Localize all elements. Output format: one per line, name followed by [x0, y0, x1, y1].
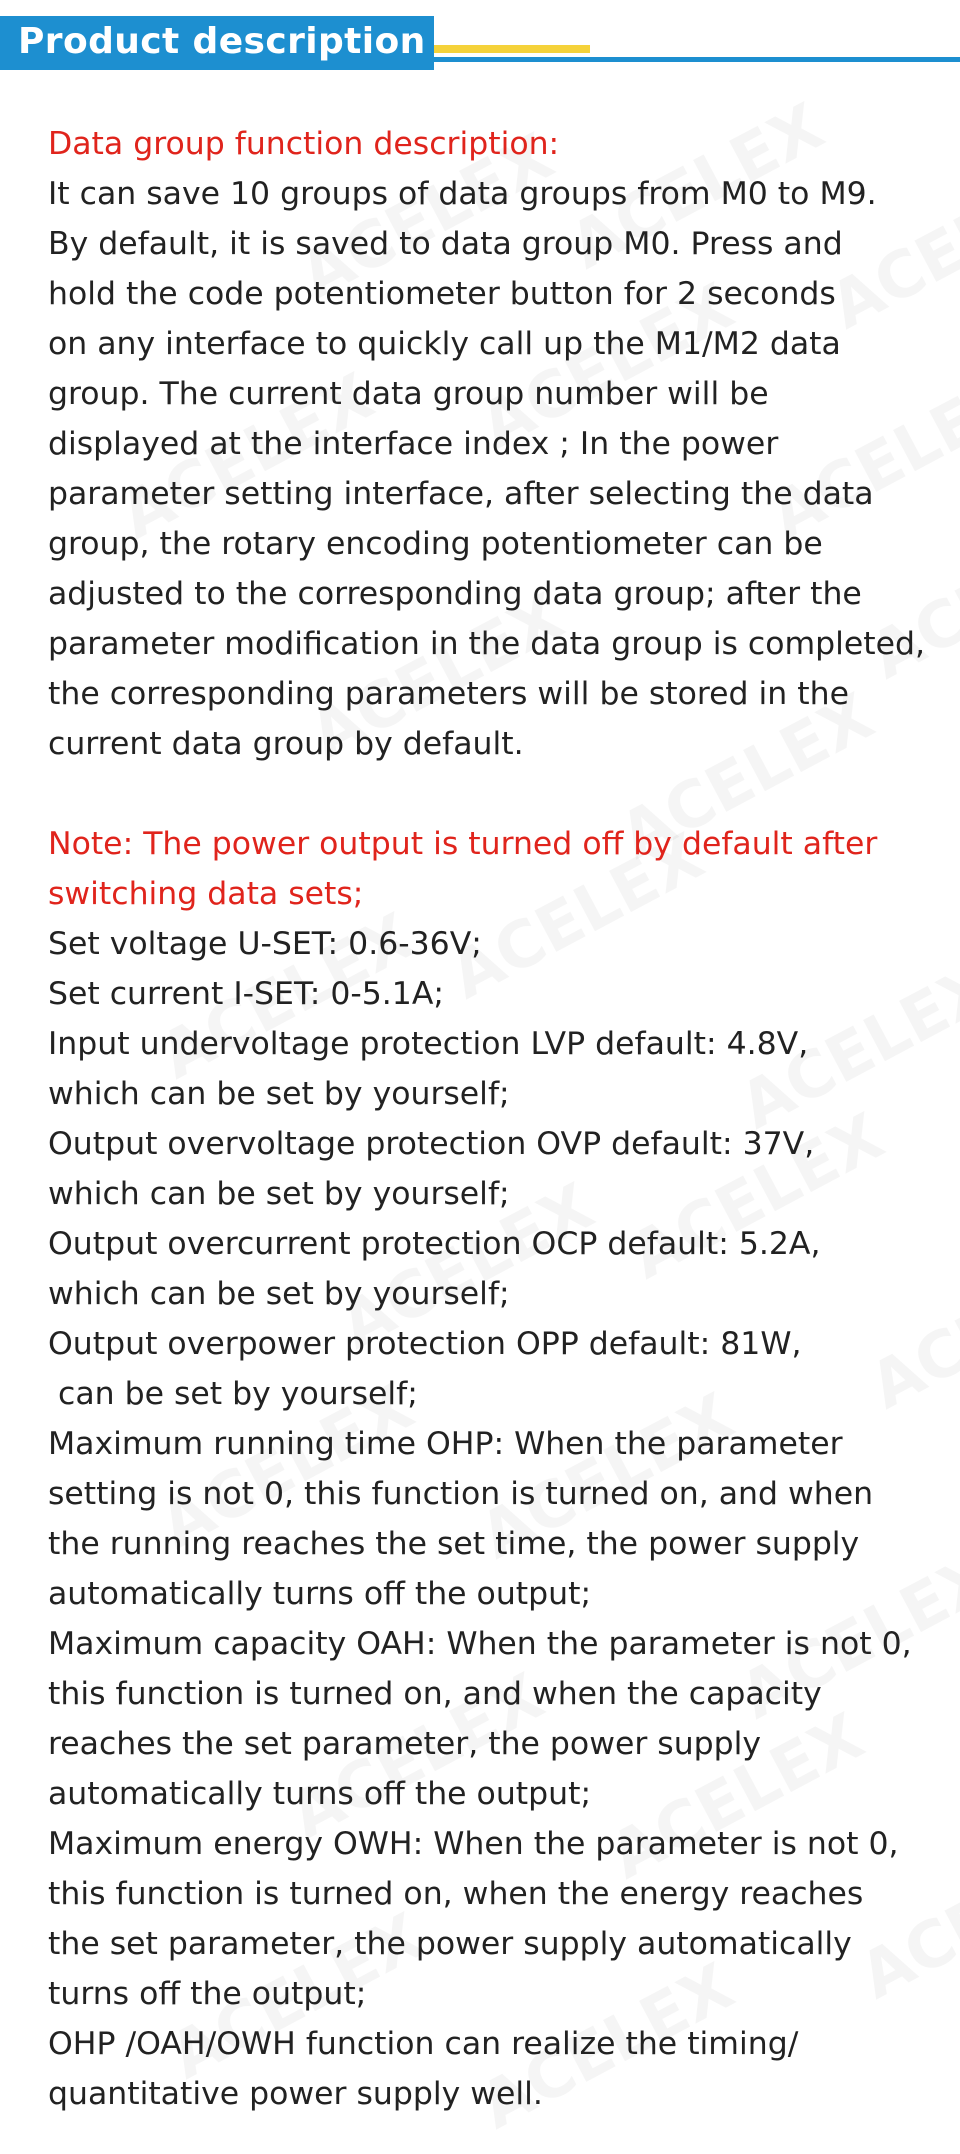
text-line: displayed at the interface index ; In the power: [48, 426, 779, 462]
note-text: [48, 819, 958, 919]
text-line: Output overpower protection OPP default: 81W,: [48, 1326, 802, 1362]
text-line: Input undervoltage protection LVP default: 4.8V,: [48, 1026, 809, 1062]
note-line: switching data sets;: [48, 876, 364, 912]
text-line: Maximum energy OWH: When the parameter is not 0,: [48, 1826, 899, 1862]
text-line: on any interface to quickly call up the M1/M2 data: [48, 326, 841, 362]
text-line: which can be set by yourself;: [48, 1076, 510, 1112]
text-line: the corresponding parameters will be stored in the: [48, 676, 849, 712]
section1-heading: Data group function description:: [48, 126, 560, 162]
text-line: adjusted to the corresponding data group; after the: [48, 576, 862, 612]
paragraph-gap: [48, 769, 958, 819]
text-line: turns off the output;: [48, 1976, 367, 2012]
text-line: this function is turned on, when the energy reaches: [48, 1876, 864, 1912]
text-line: Set current I-SET: 0-5.1A;: [48, 976, 445, 1012]
text-line: Maximum running time OHP: When the parameter: [48, 1426, 843, 1462]
section-header: [0, 0, 960, 80]
text-line: this function is turned on, and when the capacity: [48, 1676, 822, 1712]
text-line: By default, it is saved to data group M0. Press and: [48, 226, 843, 262]
text-line: can be set by yourself;: [48, 1376, 418, 1412]
text-line: Output overcurrent protection OCP default: 5.2A,: [48, 1226, 821, 1262]
text-line: automatically turns off the output;: [48, 1776, 592, 1812]
header-yellow-rule: [434, 45, 590, 53]
text-line: Output overvoltage protection OVP default: 37V,: [48, 1126, 815, 1162]
text-line: quantitative power supply well.: [48, 2076, 543, 2112]
description-body: [48, 119, 958, 2119]
text-line: Maximum capacity OAH: When the parameter is not 0,: [48, 1626, 912, 1662]
header-title: Product description: [18, 21, 426, 62]
text-line: the set parameter, the power supply automatically: [48, 1926, 852, 1962]
note-line: Note: The power output is turned off by default after: [48, 826, 878, 862]
header-tab: [0, 16, 434, 70]
text-line: which can be set by yourself;: [48, 1176, 510, 1212]
text-line: which can be set by yourself;: [48, 1276, 510, 1312]
header-blue-rule: [434, 57, 960, 62]
text-line: the running reaches the set time, the power supply: [48, 1526, 860, 1562]
text-line: current data group by default.: [48, 726, 524, 762]
text-line: Set voltage U-SET: 0.6-36V;: [48, 926, 482, 962]
text-line: It can save 10 groups of data groups from M0 to M9.: [48, 176, 877, 212]
text-line: setting is not 0, this function is turned on, and when: [48, 1476, 874, 1512]
section2-text: [48, 919, 958, 2119]
text-line: reaches the set parameter, the power supply: [48, 1726, 762, 1762]
text-line: automatically turns off the output;: [48, 1576, 592, 1612]
text-line: hold the code potentiometer button for 2 seconds: [48, 276, 836, 312]
section1-text: [48, 169, 958, 769]
text-line: group, the rotary encoding potentiometer can be: [48, 526, 823, 562]
text-line: group. The current data group number will be: [48, 376, 769, 412]
text-line: parameter setting interface, after selecting the data: [48, 476, 874, 512]
text-line: OHP /OAH/OWH function can realize the timing/: [48, 2026, 799, 2062]
text-line: parameter modification in the data group is completed,: [48, 626, 926, 662]
